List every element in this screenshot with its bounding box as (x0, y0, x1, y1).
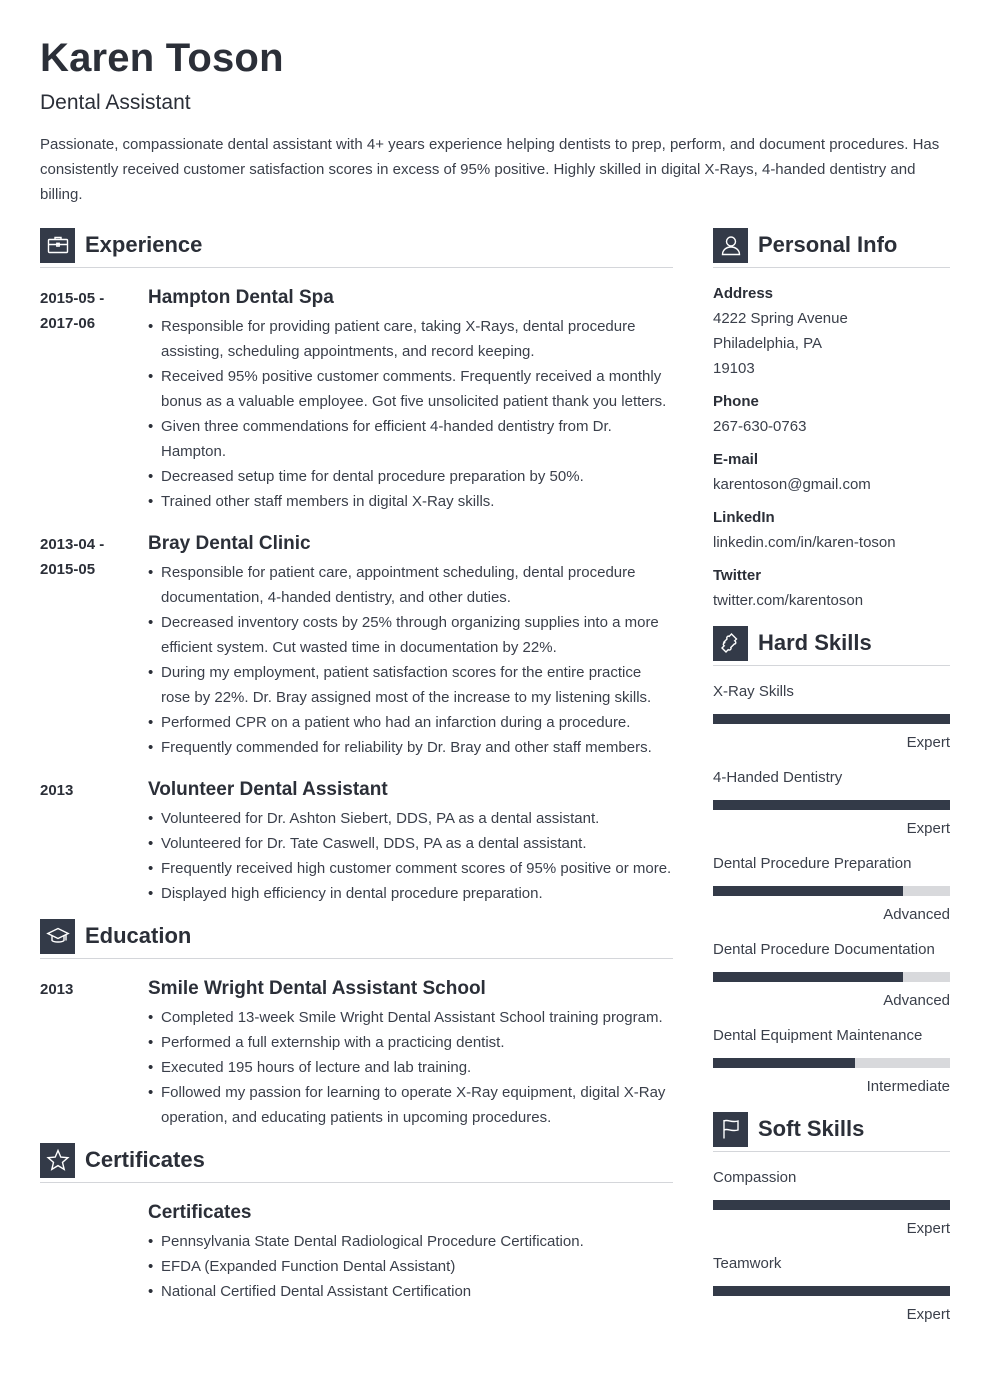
certificates-header (40, 1142, 673, 1183)
hard-skills-title: Hard Skills (758, 630, 872, 655)
personal-info-section (713, 227, 950, 613)
experience-section (40, 227, 673, 906)
skill-item (713, 851, 950, 927)
bullet-item: • Executed 195 hours of lecture and lab training. (148, 1055, 673, 1080)
bullet-item: • Responsible for providing patient care, taking X-Rays, dental procedure assisting, scheduling appointments, and record keeping. (148, 314, 673, 364)
skill-level-fill (713, 1200, 950, 1210)
skill-item (713, 765, 950, 841)
soft-skills-title: Soft Skills (758, 1116, 865, 1141)
skill-item (713, 1023, 950, 1099)
soft-skills-header (713, 1111, 950, 1152)
entry-title: Hampton Dental Spa (148, 287, 334, 308)
certificates-title: Certificates (85, 1147, 205, 1172)
bullet-item: • Given three commendations for efficient 4-handed dentistry from Dr. Hampton. (148, 414, 673, 464)
bullet-list (148, 314, 673, 514)
education-header (40, 918, 673, 959)
twitter-value: twitter.com/karentoson (713, 592, 864, 609)
skill-level-label: Advanced (883, 906, 950, 923)
bullet-item: • Frequently received high customer comment scores of 95% positive or more. (148, 856, 673, 881)
bullet-item: • Performed a full externship with a practicing dentist. (148, 1030, 673, 1055)
skill-name: 4-Handed Dentistry (713, 769, 843, 786)
bullet-item: • Decreased inventory costs by 25% through organizing supplies into a more efficient system. Cut wasted time in documentation by 22%. (148, 610, 673, 660)
entry-date: 2013-04 - 2015-05 (40, 536, 105, 578)
bullet-item: • Decreased setup time for dental procedure preparation by 50%. (148, 464, 673, 489)
entry-title: Certificates (148, 1202, 252, 1223)
entry-body (148, 530, 673, 760)
linkedin-label: LinkedIn (713, 509, 775, 526)
bullet-item: • Performed CPR on a patient who had an infarction during a procedure. (148, 710, 673, 735)
hard-skills-section (713, 625, 950, 1099)
education-section (40, 918, 673, 1130)
skill-level-bar (713, 714, 950, 724)
skill-item (713, 679, 950, 755)
left-column (40, 227, 673, 1316)
skill-level-label: Expert (906, 1220, 950, 1237)
education-entry (40, 975, 673, 1130)
certificates-section (40, 1142, 673, 1304)
entry-body (148, 776, 673, 906)
skill-level-bar (713, 972, 950, 982)
bullet-item: • EFDA (Expanded Function Dental Assistant) (148, 1254, 673, 1279)
address-line-3: 19103 (713, 360, 755, 377)
skill-item (713, 1251, 950, 1327)
bullet-item: • Volunteered for Dr. Tate Caswell, DDS, PA as a dental assistant. (148, 831, 673, 856)
skill-level-bar (713, 800, 950, 810)
experience-header (40, 227, 673, 268)
personal-info-header (713, 227, 950, 268)
bullet-list (148, 806, 673, 906)
skill-level-fill (713, 886, 903, 896)
briefcase-icon (40, 228, 75, 263)
email-label: E-mail (713, 451, 759, 468)
puzzle-icon (713, 626, 748, 661)
bullet-item: • Volunteered for Dr. Ashton Siebert, DDS, PA as a dental assistant. (148, 806, 673, 831)
bullet-item: • Received 95% positive customer comments. Frequently received a monthly bonus as a valuable employee. Got five unsolicited patient thank you letters. (148, 364, 673, 414)
twitter-label: Twitter (713, 567, 762, 584)
skill-item (713, 1165, 950, 1241)
bullet-item: • National Certified Dental Assistant Certification (148, 1279, 673, 1304)
graduation-cap-icon (40, 919, 75, 954)
skill-level-label: Advanced (883, 992, 950, 1009)
bullet-item: • Completed 13-week Smile Wright Dental Assistant School training program. (148, 1005, 673, 1030)
skill-name: Dental Equipment Maintenance (713, 1027, 923, 1044)
bullet-list (148, 1229, 673, 1304)
address-line-2: Philadelphia, PA (713, 335, 822, 352)
bullet-item: • Pennsylvania State Dental Radiological Procedure Certification. (148, 1229, 673, 1254)
entry-date: 2013 (40, 981, 74, 998)
experience-title: Experience (85, 232, 203, 257)
skill-level-fill (713, 714, 950, 724)
entry-date: 2015-05 - 2017-06 (40, 290, 105, 332)
entry-date (40, 1199, 148, 1304)
education-title: Education (85, 923, 192, 948)
linkedin-value: linkedin.com/in/karen-toson (713, 534, 896, 551)
bullet-item: • Trained other staff members in digital X-Ray skills. (148, 489, 673, 514)
bullet-item: • Responsible for patient care, appointment scheduling, dental procedure documentation, 4-handed dentistry, and other duties. (148, 560, 673, 610)
entry-date: 2013 (40, 782, 74, 799)
candidate-name: Karen Toson (40, 36, 284, 80)
skill-level-fill (713, 800, 950, 810)
bullet-list (148, 1005, 673, 1130)
skill-level-label: Expert (906, 734, 950, 751)
bullet-item: • During my employment, patient satisfaction scores for the entire practice rose by 22%. Dr. Bray assigned most of the increase to my listening skills. (148, 660, 673, 710)
user-icon (713, 228, 748, 263)
skill-name: Compassion (713, 1169, 797, 1186)
bullet-list (148, 560, 673, 760)
certificates-entry (40, 1199, 673, 1304)
star-icon (40, 1143, 75, 1178)
profile-summary: Passionate, compassionate dental assistant with 4+ years experience helping dentists to prep, perform, and document procedures. Has consistently received customer satisfaction scores in excess of 95% positive. Highly skilled in digital X-Rays, 4-handed dentistry and billing. (40, 136, 940, 203)
skill-level-label: Expert (906, 1306, 950, 1323)
skill-level-label: Intermediate (866, 1078, 950, 1095)
skill-level-bar (713, 1058, 950, 1068)
hard-skills-header (713, 625, 950, 666)
skill-level-bar (713, 1286, 950, 1296)
experience-entry (40, 776, 673, 906)
skill-level-fill (713, 972, 903, 982)
personal-info-title: Personal Info (758, 232, 898, 257)
skill-level-bar (713, 1200, 950, 1210)
skill-name: X-Ray Skills (713, 683, 794, 700)
skill-level-fill (713, 1286, 950, 1296)
flag-icon (713, 1112, 748, 1147)
skill-item (713, 937, 950, 1013)
entry-body (148, 975, 673, 1130)
skill-name: Dental Procedure Preparation (713, 855, 912, 872)
entry-title: Volunteer Dental Assistant (148, 779, 388, 800)
soft-skills-section (713, 1111, 950, 1327)
entry-body (148, 284, 673, 514)
address-line-1: 4222 Spring Avenue (713, 310, 848, 327)
bullet-item: • Displayed high efficiency in dental procedure preparation. (148, 881, 673, 906)
experience-entry (40, 530, 673, 760)
skill-name: Teamwork (713, 1255, 782, 1272)
skill-level-label: Expert (906, 820, 950, 837)
phone-value: 267-630-0763 (713, 418, 807, 435)
right-column (713, 227, 950, 1339)
bullet-item: • Frequently commended for reliability by Dr. Bray and other staff members. (148, 735, 673, 760)
bullet-item: • Followed my passion for learning to operate X-Ray equipment, digital X-Ray operation, and educating patients in upcoming procedures. (148, 1080, 673, 1130)
entry-body (148, 1199, 673, 1304)
skill-name: Dental Procedure Documentation (713, 941, 935, 958)
address-label: Address (713, 285, 774, 302)
job-title: Dental Assistant (40, 91, 191, 114)
entry-title: Smile Wright Dental Assistant School (148, 978, 486, 999)
experience-entry (40, 284, 673, 514)
phone-label: Phone (713, 393, 759, 410)
email-value: karentoson@gmail.com (713, 476, 871, 493)
skill-level-fill (713, 1058, 855, 1068)
entry-title: Bray Dental Clinic (148, 533, 311, 554)
skill-level-bar (713, 886, 950, 896)
